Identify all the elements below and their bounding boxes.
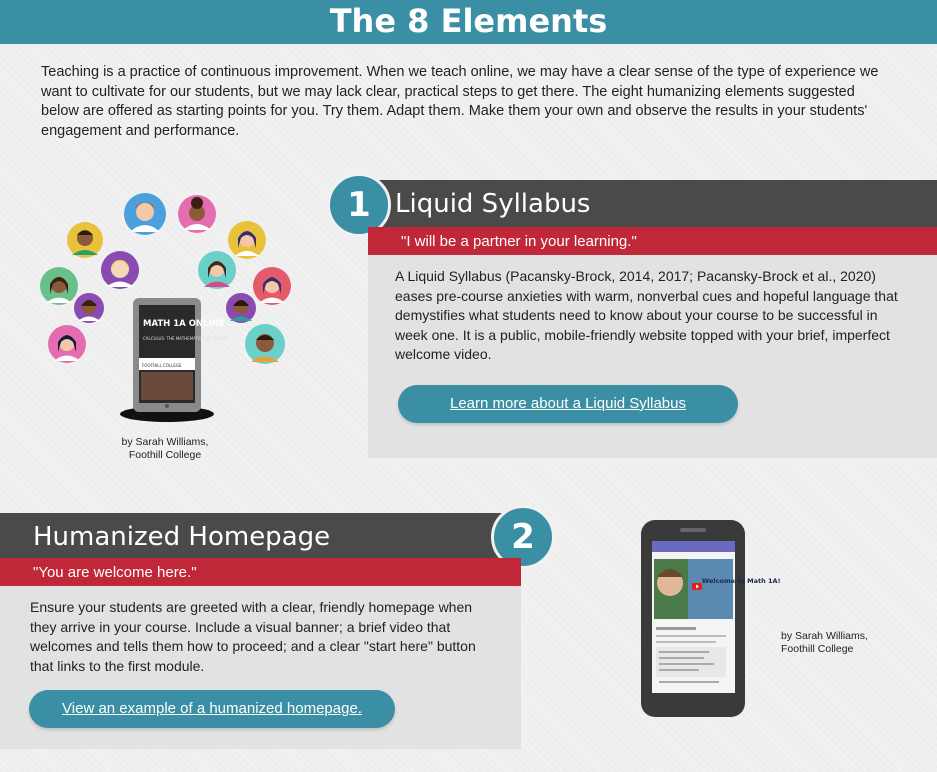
student-avatar-icon	[198, 251, 236, 289]
element-number-badge: 1	[327, 173, 391, 237]
element-number-badge: 2	[491, 505, 555, 569]
credit-line: Foothill College	[128, 448, 202, 461]
student-avatar-icon	[74, 293, 104, 323]
element-title-bar	[0, 513, 521, 558]
student-avatar-icon	[124, 193, 166, 235]
student-avatar-icon	[40, 267, 78, 305]
element-quote: "You are welcome here."	[33, 564, 197, 581]
liquid-syllabus-illustration	[35, 188, 300, 428]
image-credit	[100, 436, 230, 461]
tablet-screen-school: FOOTHILL COLLEGE	[142, 363, 182, 368]
view-homepage-example-button[interactable]: View an example of a humanized homepage.	[29, 690, 395, 728]
tablet-screen-title: MATH 1A ONLINE	[143, 319, 225, 329]
element-title-bar	[368, 180, 937, 227]
student-avatar-icon	[178, 195, 216, 233]
element-title: Humanized Homepage	[33, 522, 331, 552]
smartphone-icon	[641, 520, 745, 717]
tablet-screen-subtitle: CALCULUS: THE MATHEMATICS OF CHANGE	[143, 336, 230, 341]
student-avatar-icon	[226, 293, 256, 323]
credit-line: by Sarah Williams,	[781, 630, 868, 642]
page-title: The 8 Elements	[329, 2, 608, 40]
student-avatar-icon	[245, 324, 285, 364]
student-avatar-icon	[48, 325, 86, 363]
student-avatar-icon	[67, 222, 103, 258]
tablet-icon	[120, 298, 214, 422]
element-body-panel	[368, 255, 937, 458]
learn-more-liquid-syllabus-button[interactable]: Learn more about a Liquid Syllabus	[398, 385, 738, 423]
student-avatar-icon	[253, 267, 291, 305]
image-credit	[781, 630, 891, 655]
humanized-homepage-phone-illustration	[640, 519, 781, 719]
element-title: Liquid Syllabus	[395, 189, 591, 219]
credit-line: by Sarah Williams,	[121, 436, 209, 448]
intro-paragraph: Teaching is a practice of continuous improvement. When we teach online, we may have a clear sense of the type of experience we want to cultivate for our students, but we may lack clear, practical steps to get there. The eight humanizing elements suggested below are offered as starting points for you. Try them. Adapt them. Make them your own and observe the results in your students' engagement and performance.	[41, 64, 879, 139]
element-quote-bar	[368, 227, 937, 255]
credit-line: Foothill College	[781, 642, 854, 655]
page-banner	[0, 0, 937, 44]
element-description: A Liquid Syllabus (Pacansky-Brock, 2014, 2017; Pacansky-Brock et al., 2020) eases pre-course anxieties with warm, nonverbal cues and hopeful language that demystifies what students need to know about your course to be successful in week one. It is a public, mobile-friendly website topped with your brief, imperfect welcome video.	[395, 268, 898, 362]
element-quote: "I will be a partner in your learning."	[401, 233, 637, 250]
phone-video-text: Welcome to Math 1A!	[702, 577, 781, 585]
element-quote-bar	[0, 558, 521, 586]
student-avatar-icon	[228, 221, 266, 259]
element-description: Ensure your students are greeted with a clear, friendly homepage when they arrive in your course. Include a visual banner; a brief video that welcomes and tells them how to proceed; and a clear "start here" button that links to the first module.	[30, 599, 476, 674]
student-avatar-icon	[101, 251, 139, 289]
